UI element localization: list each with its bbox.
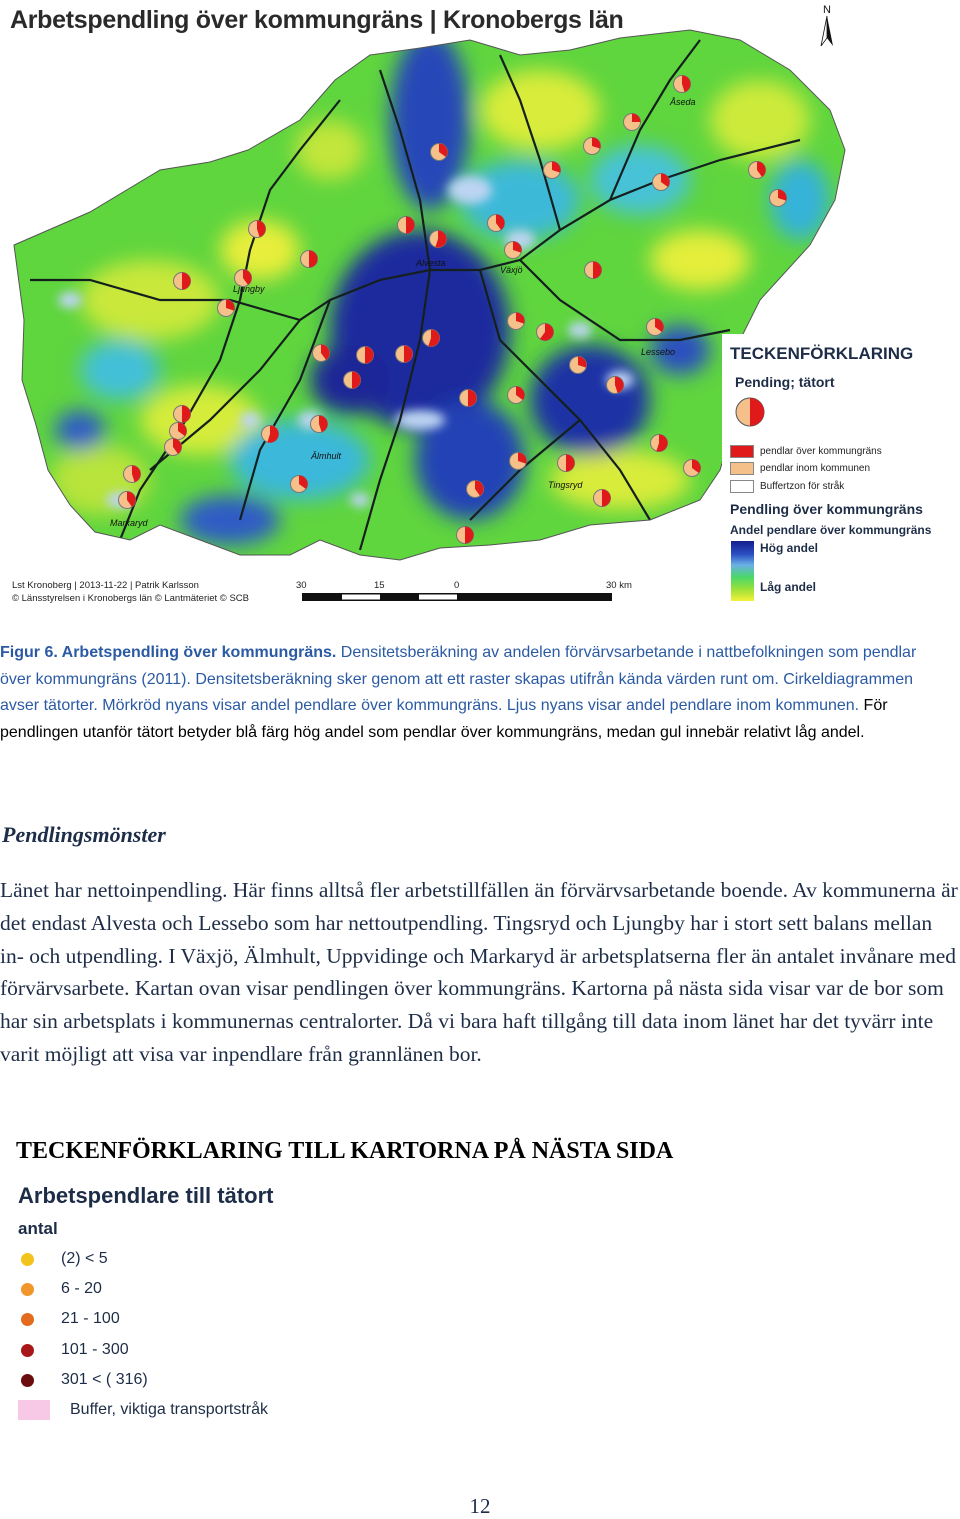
place-label: Lessebo xyxy=(641,347,676,357)
place-label: Alvesta xyxy=(416,258,446,268)
caption-text: Densitetsberäkning av andelen förvärvsarbetande i nattbefolkningen som pendlar över kommungräns (2011). Densitetsberäkning sker genom att ett raster skapas utifrån kända värden runt om. Cirkeldiagrammen avser tätorter. Mörkröd nyans visar andel pendlare över kommungräns. Ljus nyans visar andel pendlare inom kommunen. xyxy=(0,644,917,714)
legend2-row xyxy=(18,1278,102,1300)
legend2-dot xyxy=(21,1253,34,1266)
page-number: 12 xyxy=(469,1494,491,1518)
legend2-dot xyxy=(21,1344,34,1357)
legend2-dot xyxy=(21,1374,34,1387)
legend-low-label: Låg andel xyxy=(760,580,817,594)
place-label: Ljungby xyxy=(233,284,265,294)
caption-label: Figur 6. Arbetspendling över kommungräns. xyxy=(0,644,337,661)
body-paragraph: Länet har nettoinpendling. Här finns alltså fler arbetstillfällen än förvärvsarbetande boende. Av kommunerna är det endast Alvesta och Lessebo som har nettoutpendling. Tingsryd och Ljungby har i stort sett balans mellan in- och utpendling. I Växjö, Älmhult, Uppvidinge och Markaryd är arbetsplatserna fler än antalet invånare med förvärvsarbete. Kartan ovan visar pendlingen över kommungräns. Kartorna på nästa sida visar var de bor som har sin arbetsplats i kommunernas centralorter. Då vi bara haft tillgång till data inom länet har det tyvärr inte varit möjligt att visa var inpendlare från grannlänen bor. xyxy=(0,878,958,1066)
legend2-row xyxy=(18,1339,129,1361)
place-label: Växjö xyxy=(500,265,523,275)
legend-swatch xyxy=(730,462,754,475)
scale-label: 30 km xyxy=(606,580,632,591)
legend2-title: TECKENFÖRKLARING TILL KARTORNA PÅ NÄSTA SIDA xyxy=(16,1138,674,1164)
map-credit-line1: Lst Kronoberg | 2013-11-22 | Patrik Karlsson xyxy=(12,580,199,591)
legend-high-label: Hög andel xyxy=(760,541,819,555)
legend2-heading: Arbetspendlare till tätort xyxy=(18,1183,274,1208)
scale-label: 0 xyxy=(454,580,460,591)
figure-caption xyxy=(0,640,950,746)
legend-row-within xyxy=(730,461,870,475)
legend2-label: 6 - 20 xyxy=(61,1280,102,1297)
scale-label: 30 xyxy=(296,580,307,591)
place-label: Åseda xyxy=(670,97,696,107)
legend2-label: 101 - 300 xyxy=(61,1341,129,1358)
legend-density-sub: Andel pendlare över kommungräns xyxy=(730,523,932,537)
commuting-map xyxy=(0,0,960,612)
legend-label: Buffertzon för stråk xyxy=(760,480,845,492)
place-label: Tingsryd xyxy=(548,480,583,490)
legend2-label: 21 - 100 xyxy=(61,1310,120,1327)
map-credit-line2: © Länsstyrelsen i Kronobergs län © Lantmäteriet © SCB xyxy=(12,593,249,604)
legend-density-title: Pendling över kommungräns xyxy=(730,501,923,517)
legend-label: pendlar över kommungräns xyxy=(760,445,882,457)
legend2-row xyxy=(18,1248,108,1270)
legend-pie-icon xyxy=(734,396,766,428)
north-arrow-icon xyxy=(815,2,839,48)
section-title: Pendlingsmönster xyxy=(2,822,166,847)
place-label: Markaryd xyxy=(110,518,148,528)
legend-swatch xyxy=(730,445,754,458)
legend2-row xyxy=(18,1369,148,1391)
legend2-label: (2) < 5 xyxy=(61,1250,108,1267)
caption-text-2: För pendlingen utanför tätort betyder blå färg hög andel som pendlar över kommungräns, medan gul innebär relativt låg andel. xyxy=(0,697,888,741)
legend-row-over xyxy=(730,444,882,458)
legend-pie-title: Pending; tätort xyxy=(735,374,835,390)
map-legend xyxy=(722,334,958,609)
legend2-label: Buffer, viktiga transportstråk xyxy=(70,1401,269,1418)
legend2-dot xyxy=(21,1283,34,1296)
legend2-row xyxy=(18,1308,120,1330)
scale-bar xyxy=(302,593,612,601)
map-title: Arbetspendling över kommungräns | Kronobergs län xyxy=(10,6,624,34)
legend2-row-buffer xyxy=(32,1399,268,1421)
scale-label: 15 xyxy=(374,580,385,591)
legend2-label: 301 < ( 316) xyxy=(61,1371,148,1388)
legend-swatch xyxy=(730,480,754,493)
legend2-sub: antal xyxy=(18,1219,58,1238)
legend-color-ramp xyxy=(731,541,754,601)
legend-label: pendlar inom kommunen xyxy=(760,462,871,474)
place-label: Älmhult xyxy=(311,451,342,461)
legend2-dot xyxy=(21,1313,34,1326)
legend-heading: TECKENFÖRKLARING xyxy=(730,344,914,363)
legend-row-buffer xyxy=(730,479,844,493)
north-label: N xyxy=(823,4,831,16)
legend2-buffer-swatch xyxy=(18,1400,50,1420)
